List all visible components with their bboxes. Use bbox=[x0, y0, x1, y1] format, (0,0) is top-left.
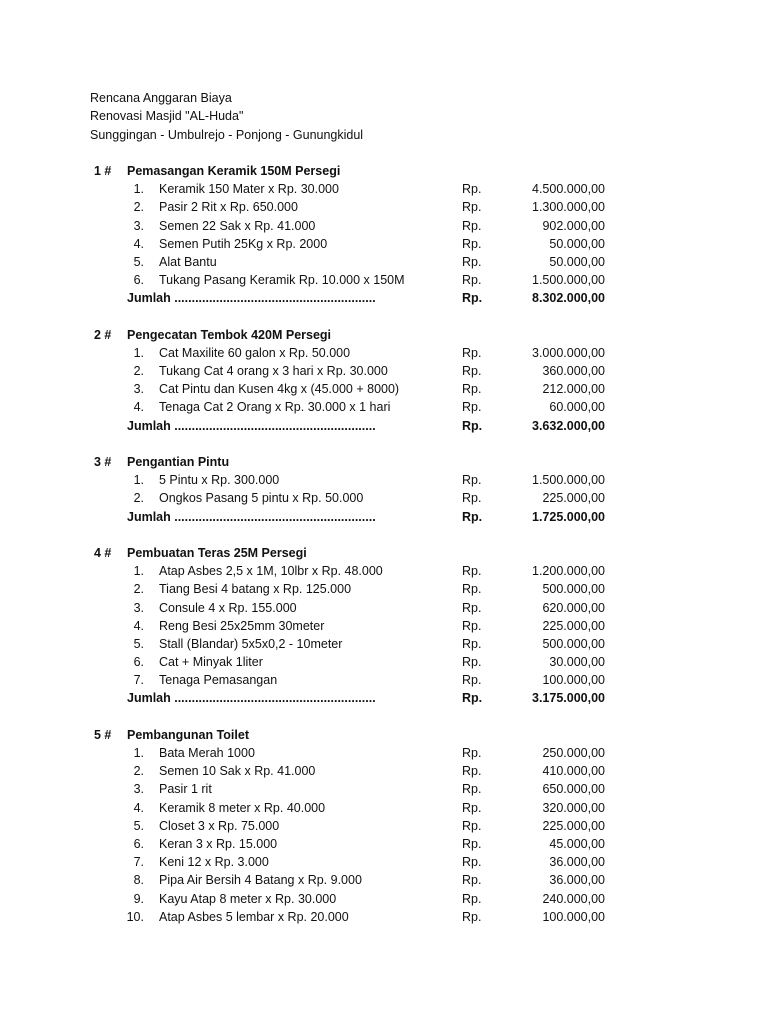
item-index: 7. bbox=[133, 673, 144, 688]
item-index: 4. bbox=[133, 236, 144, 251]
item-description: Kayu Atap 8 meter x Rp. 30.000 bbox=[159, 891, 337, 906]
budget-sections bbox=[0, 162, 768, 926]
line-item bbox=[0, 817, 768, 835]
currency-label: Rp. bbox=[462, 909, 482, 924]
line-item bbox=[0, 217, 768, 235]
item-index: 3. bbox=[133, 600, 144, 615]
line-item bbox=[0, 580, 768, 598]
section-spacer bbox=[0, 526, 768, 544]
item-index: 6. bbox=[133, 273, 144, 288]
item-description: Pasir 2 Rit x Rp. 650.000 bbox=[159, 200, 298, 215]
section-number: 1 # bbox=[94, 164, 112, 178]
item-index: 2. bbox=[133, 200, 144, 215]
currency-label: Rp. bbox=[462, 182, 482, 197]
currency-label: Rp. bbox=[462, 655, 482, 670]
item-amount: 100.000,00 bbox=[542, 673, 605, 688]
line-item bbox=[0, 198, 768, 216]
item-amount: 36.000,00 bbox=[549, 873, 605, 888]
line-item bbox=[0, 271, 768, 289]
section-title: Pemasangan Keramik 150M Persegi bbox=[127, 164, 341, 178]
line-item bbox=[0, 853, 768, 871]
currency-label: Rp. bbox=[462, 564, 482, 579]
document-header bbox=[90, 89, 363, 144]
currency-label: Rp. bbox=[462, 782, 482, 797]
line-item bbox=[0, 871, 768, 889]
item-amount: 212.000,00 bbox=[542, 382, 605, 397]
line-item bbox=[0, 180, 768, 198]
currency-label: Rp. bbox=[462, 291, 483, 306]
currency-label: Rp. bbox=[462, 200, 482, 215]
item-index: 8. bbox=[133, 873, 144, 888]
section-total-row bbox=[0, 417, 768, 435]
currency-label: Rp. bbox=[462, 855, 482, 870]
currency-label: Rp. bbox=[462, 691, 483, 706]
item-description: Keni 12 x Rp. 3.000 bbox=[159, 855, 269, 870]
item-description: Keran 3 x Rp. 15.000 bbox=[159, 836, 278, 851]
item-index: 4. bbox=[133, 618, 144, 633]
currency-label: Rp. bbox=[462, 254, 482, 269]
section-header bbox=[0, 726, 768, 744]
total-label: Jumlah .......................................................... bbox=[127, 509, 376, 524]
item-amount: 500.000,00 bbox=[542, 582, 605, 597]
item-amount: 410.000,00 bbox=[542, 764, 605, 779]
line-item bbox=[0, 744, 768, 762]
line-item bbox=[0, 471, 768, 489]
item-description: Semen Putih 25Kg x Rp. 2000 bbox=[159, 236, 328, 251]
item-amount: 360.000,00 bbox=[542, 364, 605, 379]
item-index: 7. bbox=[133, 855, 144, 870]
item-amount: 1.500.000,00 bbox=[532, 473, 605, 488]
currency-label: Rp. bbox=[462, 273, 482, 288]
line-item bbox=[0, 671, 768, 689]
currency-label: Rp. bbox=[462, 582, 482, 597]
item-index: 6. bbox=[133, 655, 144, 670]
item-description: Tukang Pasang Keramik Rp. 10.000 x 150M bbox=[159, 273, 405, 288]
section-spacer bbox=[0, 708, 768, 726]
line-item bbox=[0, 380, 768, 398]
item-description: Semen 22 Sak x Rp. 41.000 bbox=[159, 218, 316, 233]
item-amount: 45.000,00 bbox=[549, 836, 605, 851]
section-header bbox=[0, 453, 768, 471]
item-description: Closet 3 x Rp. 75.000 bbox=[159, 818, 280, 833]
item-amount: 30.000,00 bbox=[549, 655, 605, 670]
item-amount: 902.000,00 bbox=[542, 218, 605, 233]
item-index: 2. bbox=[133, 582, 144, 597]
currency-label: Rp. bbox=[462, 400, 482, 415]
item-description: Tiang Besi 4 batang x Rp. 125.000 bbox=[159, 582, 352, 597]
item-description: Atap Asbes 5 lembar x Rp. 20.000 bbox=[159, 909, 349, 924]
section-spacer bbox=[0, 308, 768, 326]
currency-label: Rp. bbox=[462, 800, 482, 815]
section-total-row bbox=[0, 289, 768, 307]
total-label: Jumlah .......................................................... bbox=[127, 418, 376, 433]
currency-label: Rp. bbox=[462, 345, 482, 360]
item-index: 4. bbox=[133, 400, 144, 415]
item-index: 1. bbox=[133, 473, 144, 488]
line-item bbox=[0, 398, 768, 416]
budget-section bbox=[0, 453, 768, 526]
section-header bbox=[0, 162, 768, 180]
item-description: Alat Bantu bbox=[159, 254, 217, 269]
line-item bbox=[0, 253, 768, 271]
item-amount: 225.000,00 bbox=[542, 618, 605, 633]
item-amount: 3.000.000,00 bbox=[532, 345, 605, 360]
line-item bbox=[0, 617, 768, 635]
line-item bbox=[0, 599, 768, 617]
item-index: 5. bbox=[133, 636, 144, 651]
section-number: 4 # bbox=[94, 545, 112, 560]
item-amount: 240.000,00 bbox=[542, 891, 605, 906]
budget-section bbox=[0, 544, 768, 708]
item-index: 3. bbox=[133, 782, 144, 797]
item-amount: 650.000,00 bbox=[542, 782, 605, 797]
item-index: 9. bbox=[133, 891, 144, 906]
line-item bbox=[0, 344, 768, 362]
currency-label: Rp. bbox=[462, 673, 482, 688]
total-label: Jumlah .......................................................... bbox=[127, 291, 376, 306]
item-amount: 1.500.000,00 bbox=[532, 273, 605, 288]
item-description: Semen 10 Sak x Rp. 41.000 bbox=[159, 764, 316, 779]
item-description: Reng Besi 25x25mm 30meter bbox=[159, 618, 325, 633]
header-project: Renovasi Masjid "AL-Huda" bbox=[90, 109, 244, 124]
currency-label: Rp. bbox=[462, 473, 482, 488]
item-amount: 60.000,00 bbox=[549, 400, 605, 415]
currency-label: Rp. bbox=[462, 746, 482, 760]
line-item bbox=[0, 799, 768, 817]
item-index: 10. bbox=[126, 909, 144, 924]
item-index: 6. bbox=[133, 836, 144, 851]
item-index: 1. bbox=[133, 746, 144, 760]
item-index: 3. bbox=[133, 218, 144, 233]
section-number: 2 # bbox=[94, 327, 112, 342]
line-item bbox=[0, 489, 768, 507]
item-description: Tukang Cat 4 orang x 3 hari x Rp. 30.000 bbox=[159, 364, 388, 379]
item-description: Atap Asbes 2,5 x 1M, 10lbr x Rp. 48.000 bbox=[159, 564, 383, 579]
item-index: 2. bbox=[133, 364, 144, 379]
item-index: 1. bbox=[133, 564, 144, 579]
total-amount: 3.632.000,00 bbox=[532, 418, 605, 433]
currency-label: Rp. bbox=[462, 509, 483, 524]
section-title: Pembangunan Toilet bbox=[127, 727, 249, 742]
item-index: 2. bbox=[133, 764, 144, 779]
item-description: Cat Maxilite 60 galon x Rp. 50.000 bbox=[159, 345, 351, 360]
currency-label: Rp. bbox=[462, 364, 482, 379]
item-description: Pasir 1 rit bbox=[159, 782, 212, 797]
section-total-row bbox=[0, 689, 768, 707]
total-amount: 3.175.000,00 bbox=[532, 691, 605, 706]
currency-label: Rp. bbox=[462, 618, 482, 633]
item-index: 1. bbox=[133, 182, 144, 197]
line-item bbox=[0, 780, 768, 798]
item-index: 4. bbox=[133, 800, 144, 815]
item-index: 3. bbox=[133, 382, 144, 397]
budget-section bbox=[0, 326, 768, 435]
line-item bbox=[0, 635, 768, 653]
item-description: Bata Merah 1000 bbox=[159, 746, 255, 760]
header-location: Sunggingan - Umbulrejo - Ponjong - Gunungkidul bbox=[90, 127, 364, 142]
total-label: Jumlah .......................................................... bbox=[127, 691, 376, 706]
item-amount: 50.000,00 bbox=[549, 236, 605, 251]
currency-label: Rp. bbox=[462, 873, 482, 888]
item-amount: 225.000,00 bbox=[542, 491, 605, 506]
total-amount: 8.302.000,00 bbox=[532, 291, 605, 306]
item-amount: 320.000,00 bbox=[542, 800, 605, 815]
item-description: Cat + Minyak 1liter bbox=[159, 655, 263, 670]
currency-label: Rp. bbox=[462, 236, 482, 251]
line-item bbox=[0, 762, 768, 780]
item-description: Pipa Air Bersih 4 Batang x Rp. 9.000 bbox=[159, 873, 362, 888]
line-item bbox=[0, 562, 768, 580]
currency-label: Rp. bbox=[462, 491, 482, 506]
item-description: Cat Pintu dan Kusen 4kg x (45.000 + 8000) bbox=[159, 382, 400, 397]
section-header bbox=[0, 544, 768, 562]
section-title: Pengantian Pintu bbox=[127, 455, 230, 469]
item-description: Stall (Blandar) 5x5x0,2 - 10meter bbox=[159, 636, 343, 651]
item-amount: 4.500.000,00 bbox=[532, 182, 605, 197]
item-description: Consule 4 x Rp. 155.000 bbox=[159, 600, 297, 615]
currency-label: Rp. bbox=[462, 382, 482, 397]
item-description: 5 Pintu x Rp. 300.000 bbox=[159, 473, 280, 488]
currency-label: Rp. bbox=[462, 636, 482, 651]
section-number: 5 # bbox=[94, 727, 112, 742]
section-spacer bbox=[0, 435, 768, 453]
currency-label: Rp. bbox=[462, 836, 482, 851]
item-index: 5. bbox=[133, 254, 144, 269]
currency-label: Rp. bbox=[462, 418, 483, 433]
line-item bbox=[0, 653, 768, 671]
section-header bbox=[0, 326, 768, 344]
section-title: Pembuatan Teras 25M Persegi bbox=[127, 545, 307, 560]
currency-label: Rp. bbox=[462, 764, 482, 779]
item-index: 5. bbox=[133, 818, 144, 833]
item-amount: 50.000,00 bbox=[549, 254, 605, 269]
item-amount: 1.200.000,00 bbox=[532, 564, 605, 579]
item-amount: 250.000,00 bbox=[542, 746, 605, 760]
item-amount: 620.000,00 bbox=[542, 600, 605, 615]
item-amount: 36.000,00 bbox=[549, 855, 605, 870]
item-amount: 500.000,00 bbox=[542, 636, 605, 651]
section-title: Pengecatan Tembok 420M Persegi bbox=[127, 327, 332, 342]
line-item bbox=[0, 835, 768, 853]
item-amount: 100.000,00 bbox=[542, 909, 605, 924]
item-description: Ongkos Pasang 5 pintu x Rp. 50.000 bbox=[159, 491, 364, 506]
item-description: Tenaga Cat 2 Orang x Rp. 30.000 x 1 hari bbox=[159, 400, 391, 415]
line-item bbox=[0, 235, 768, 253]
line-item bbox=[0, 890, 768, 908]
section-number: 3 # bbox=[94, 455, 112, 469]
line-item bbox=[0, 362, 768, 380]
budget-section bbox=[0, 726, 768, 926]
line-item bbox=[0, 908, 768, 926]
budget-section bbox=[0, 162, 768, 308]
item-amount: 1.300.000,00 bbox=[532, 200, 605, 215]
currency-label: Rp. bbox=[462, 891, 482, 906]
currency-label: Rp. bbox=[462, 218, 482, 233]
section-total-row bbox=[0, 508, 768, 526]
item-amount: 225.000,00 bbox=[542, 818, 605, 833]
item-description: Tenaga Pemasangan bbox=[159, 673, 278, 688]
item-index: 1. bbox=[133, 345, 144, 360]
item-description: Keramik 8 meter x Rp. 40.000 bbox=[159, 800, 326, 815]
header-title: Rencana Anggaran Biaya bbox=[90, 91, 232, 105]
item-description: Keramik 150 Mater x Rp. 30.000 bbox=[159, 182, 339, 197]
total-amount: 1.725.000,00 bbox=[532, 509, 605, 524]
currency-label: Rp. bbox=[462, 818, 482, 833]
currency-label: Rp. bbox=[462, 600, 482, 615]
item-index: 2. bbox=[133, 491, 144, 506]
